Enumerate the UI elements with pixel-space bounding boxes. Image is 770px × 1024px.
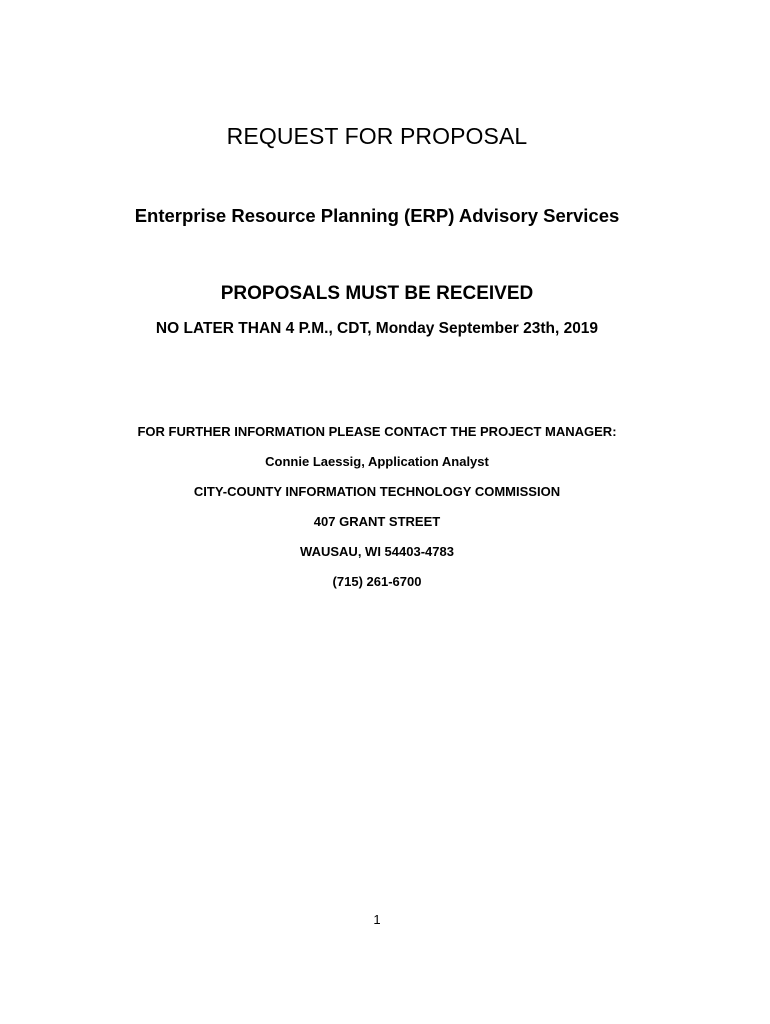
deadline-heading: PROPOSALS MUST BE RECEIVED [220,283,534,304]
deadline-detail: NO LATER THAN 4 P.M., CDT, Monday September 23th, 2019 [155,320,599,337]
document-subtitle: Enterprise Resource Planning (ERP) Advisory Services [134,205,620,226]
document-title: REQUEST FOR PROPOSAL [226,123,528,149]
contact-phone: (715) 261-6700 [332,574,422,589]
contact-intro: FOR FURTHER INFORMATION PLEASE CONTACT THE PROJECT MANAGER: [137,424,617,439]
contact-name: Connie Laessig, Application Analyst [265,454,489,469]
contact-organization: CITY-COUNTY INFORMATION TECHNOLOGY COMMISSION [193,484,561,499]
contact-street: 407 GRANT STREET [313,514,441,529]
contact-city: WAUSAU, WI 54403-4783 [300,544,454,559]
page-number: 1 [373,912,381,927]
